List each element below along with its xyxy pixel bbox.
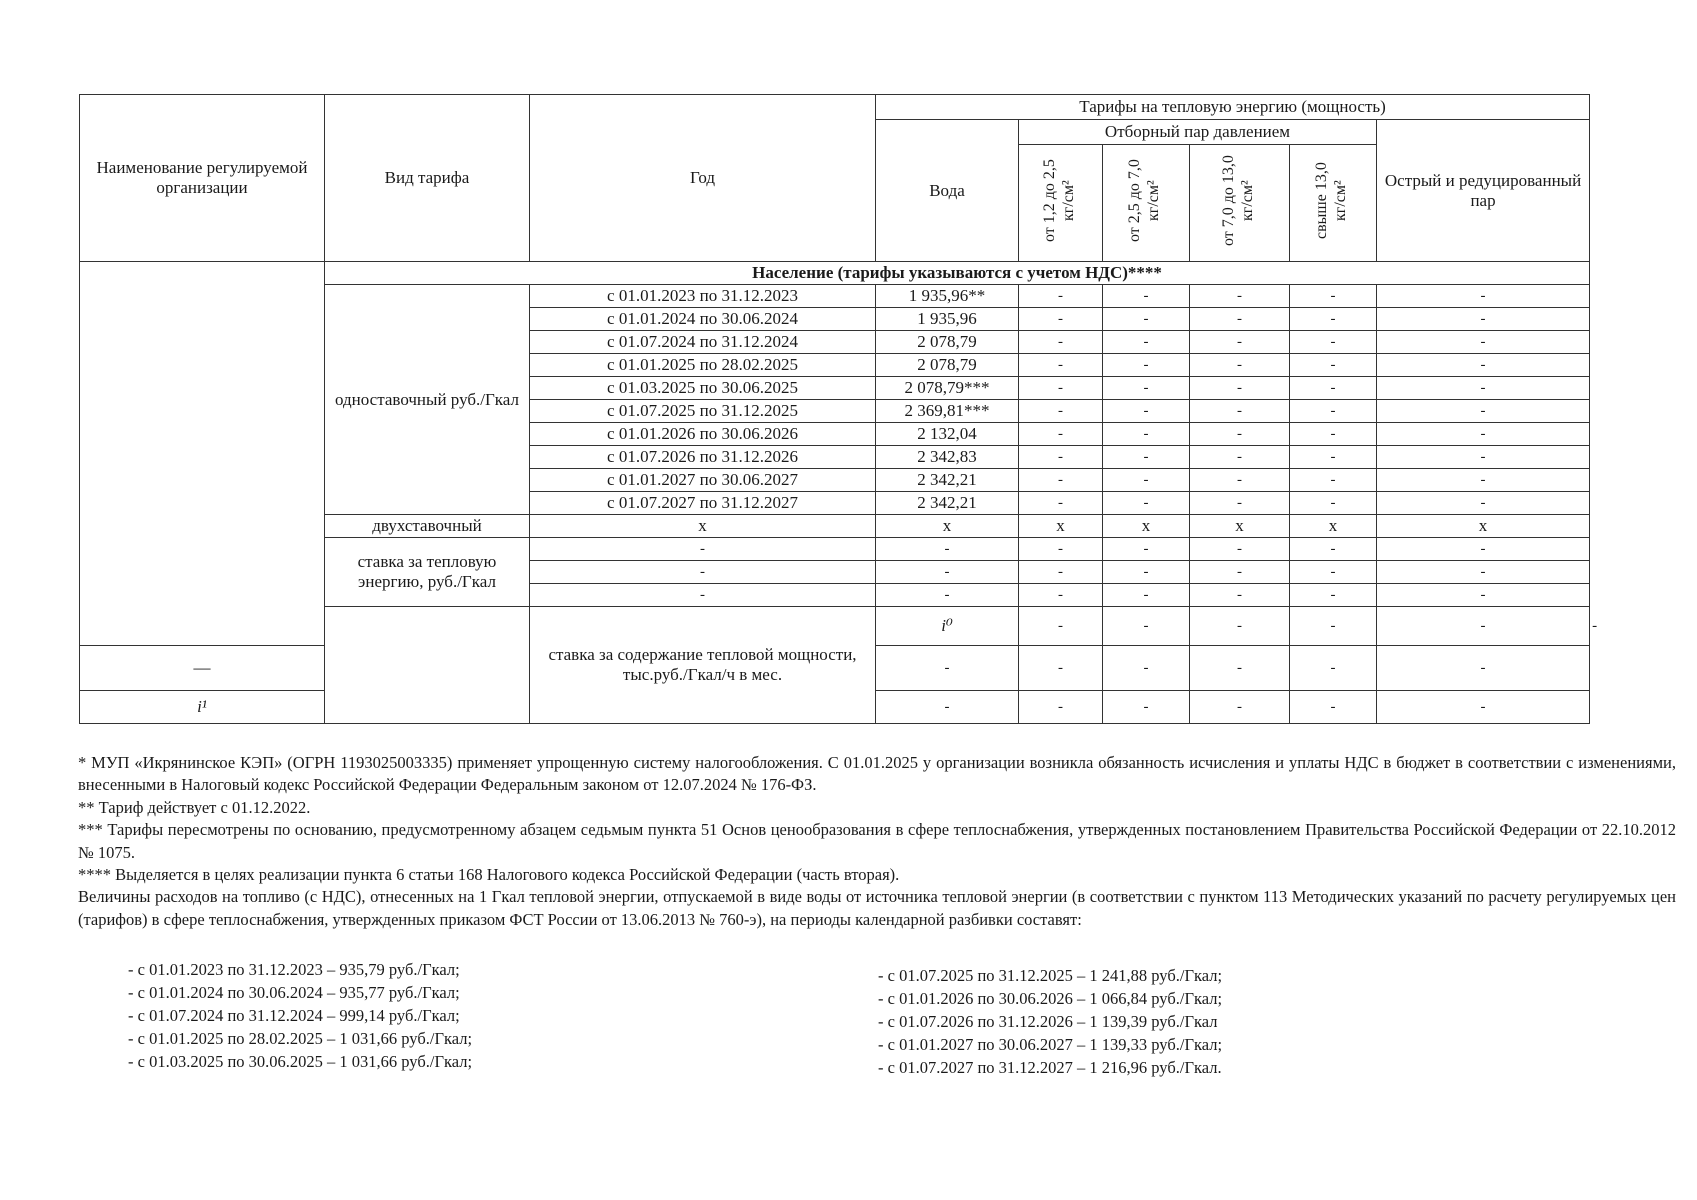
list-item: - с 01.01.2026 по 30.06.2026 – 1 066,84 руб./Гкал; bbox=[878, 989, 1223, 1008]
dash-cell: - bbox=[1019, 538, 1103, 561]
dash-cell: - bbox=[1190, 423, 1290, 446]
period-cell: с 01.07.2026 по 31.12.2026 bbox=[530, 446, 876, 469]
water-value: 2 342,83 bbox=[876, 446, 1019, 469]
dash-cell: - bbox=[1190, 646, 1290, 691]
dash-cell: - bbox=[530, 561, 876, 584]
dash-cell: - bbox=[1019, 308, 1103, 331]
dash-cell: - bbox=[1190, 561, 1290, 584]
dash-cell: - bbox=[1290, 423, 1377, 446]
header-year: Год bbox=[530, 95, 876, 262]
dash-cell: - bbox=[1377, 646, 1590, 691]
list-item: - с 01.01.2025 по 28.02.2025 – 1 031,66 руб./Гкал; bbox=[128, 1029, 473, 1048]
dash-cell: - bbox=[1377, 354, 1590, 377]
period-cell: с 01.07.2025 по 31.12.2025 bbox=[530, 400, 876, 423]
period-cell: с 01.01.2024 по 30.06.2024 bbox=[530, 308, 876, 331]
dash-cell: - bbox=[876, 646, 1019, 691]
footnote-1: * МУП «Икрянинское КЭП» (ОГРН 1193025003335) применяет упрощенную систему налогообложения. С 01.01.2025 у организации возникла обязанность исчисления и уплаты НДС в бюджет в соответствии с изменениями, внесенными в Налоговый кодекс Российской Федерации Федеральным законом от 12.07.2024 № 176-ФЗ. bbox=[78, 753, 1676, 795]
tariff-table bbox=[79, 94, 1598, 724]
water-value: 2 342,21 bbox=[876, 492, 1019, 515]
header-tariff-type: Вид тарифа bbox=[325, 95, 530, 262]
dash-cell: - bbox=[1290, 469, 1377, 492]
list-item: - с 01.07.2027 по 31.12.2027 – 1 216,96 руб./Гкал. bbox=[878, 1058, 1222, 1077]
dash-cell: - bbox=[1377, 492, 1590, 515]
period-cell: с 01.01.2025 по 28.02.2025 bbox=[530, 354, 876, 377]
dash-cell: - bbox=[1290, 446, 1377, 469]
section-title: Население (тарифы указываются с учетом НДС)**** bbox=[325, 262, 1590, 285]
dash-cell: - bbox=[1377, 446, 1590, 469]
dash-cell: - bbox=[876, 691, 1019, 724]
x-cell: x bbox=[1377, 515, 1590, 538]
x-cell: x bbox=[530, 515, 876, 538]
header-water: Вода bbox=[876, 120, 1019, 262]
dash-cell: - bbox=[1019, 492, 1103, 515]
dash-cell: - bbox=[1019, 285, 1103, 308]
header-tariffs: Тарифы на тепловую энергию (мощность) bbox=[876, 95, 1590, 120]
two-rate-label: двухставочный bbox=[325, 515, 530, 538]
dash-cell: - bbox=[1190, 538, 1290, 561]
dash-cell: - bbox=[1377, 691, 1590, 724]
dash-cell: - bbox=[876, 584, 1019, 607]
dash-cell: - bbox=[530, 584, 876, 607]
dash-cell: - bbox=[1103, 561, 1190, 584]
header-sharp-steam: Острый и редуцированный пар bbox=[1377, 120, 1590, 262]
dash-cell: - bbox=[1103, 607, 1190, 646]
table-body bbox=[80, 262, 1598, 724]
x-cell: x bbox=[1103, 515, 1190, 538]
dash-cell: - bbox=[1019, 446, 1103, 469]
water-value: 2 369,81*** bbox=[876, 400, 1019, 423]
water-value: 2 078,79*** bbox=[876, 377, 1019, 400]
period-cell: с 01.01.2027 по 30.06.2027 bbox=[530, 469, 876, 492]
dash-cell: - bbox=[1290, 285, 1377, 308]
x-cell: x bbox=[1019, 515, 1103, 538]
period-cell: с 01.01.2023 по 31.12.2023 bbox=[530, 285, 876, 308]
list-item: - с 01.01.2024 по 30.06.2024 – 935,77 руб./Гкал; bbox=[128, 983, 460, 1002]
dash-cell: - bbox=[1290, 584, 1377, 607]
dash-cell: - bbox=[1019, 377, 1103, 400]
dash-cell: - bbox=[1190, 354, 1290, 377]
dash-cell: - bbox=[1103, 446, 1190, 469]
dash-cell: - bbox=[1190, 584, 1290, 607]
list-item: - с 01.01.2023 по 31.12.2023 – 935,79 руб./Гкал; bbox=[128, 960, 460, 979]
dash-cell: - bbox=[1103, 584, 1190, 607]
fuel-list-right bbox=[878, 964, 1222, 1079]
period-cell: с 01.07.2027 по 31.12.2027 bbox=[530, 492, 876, 515]
org-cell-lower bbox=[325, 607, 530, 724]
water-value: 2 342,21 bbox=[876, 469, 1019, 492]
fuel-list-left bbox=[128, 958, 472, 1073]
dash-cell: - bbox=[1377, 308, 1590, 331]
water-value: 2 078,79 bbox=[876, 354, 1019, 377]
dash-cell: - bbox=[1377, 538, 1590, 561]
header-steam-group: Отборный пар давлением bbox=[1019, 120, 1377, 145]
dash-cell: - bbox=[1290, 691, 1377, 724]
org-cell bbox=[80, 262, 325, 646]
dash-cell: - bbox=[1019, 646, 1103, 691]
dash-cell: - bbox=[1377, 561, 1590, 584]
dash-cell: - bbox=[1103, 492, 1190, 515]
dash-cell: - bbox=[1103, 691, 1190, 724]
dash-cell: - bbox=[1190, 469, 1290, 492]
list-item: - с 01.07.2024 по 31.12.2024 – 999,14 руб./Гкал; bbox=[128, 1006, 460, 1025]
dash-cell: - bbox=[1190, 607, 1290, 646]
dash-cell: - bbox=[1290, 354, 1377, 377]
dash-cell: - bbox=[1290, 538, 1377, 561]
header-org: Наименование регулируемой организации bbox=[80, 95, 325, 262]
dash-cell: - bbox=[1019, 561, 1103, 584]
dash-cell: - bbox=[1190, 308, 1290, 331]
water-value: 1 935,96** bbox=[876, 285, 1019, 308]
energy-rate-label: ставка за тепловую энергию, руб./Гкал bbox=[325, 538, 530, 607]
dash-cell: - bbox=[1290, 400, 1377, 423]
footnote-3: *** Тарифы пересмотрены по основанию, предусмотренному абзацем седьмым пункта 51 Основ ценообразования в сфере теплоснабжения, утвержденных постановлением Правительства Российской Федерации от 22.10.2012 № 1075. bbox=[78, 820, 1676, 862]
dash-cell: - bbox=[1190, 400, 1290, 423]
dash-cell: - bbox=[1290, 492, 1377, 515]
table-row bbox=[80, 262, 1590, 285]
dash-cell: - bbox=[1290, 331, 1377, 354]
dash-cell: - bbox=[876, 538, 1019, 561]
dash-cell: - bbox=[1290, 561, 1377, 584]
dash-cell: - bbox=[1019, 423, 1103, 446]
period-cell: с 01.01.2026 по 30.06.2026 bbox=[530, 423, 876, 446]
table-row: ставка за содержание тепловой мощности, тыс.руб./Гкал/ч в мес. i⁰ - - - - - - bbox=[80, 607, 1590, 646]
dash-cell: - bbox=[1377, 607, 1590, 646]
dash-cell: - bbox=[1019, 584, 1103, 607]
capacity-index-cell: i⁰ bbox=[876, 607, 1019, 646]
dash-cell: - bbox=[1190, 331, 1290, 354]
dash-cell: - bbox=[1103, 377, 1190, 400]
dash-cell: - bbox=[1290, 308, 1377, 331]
dash-cell: - bbox=[1019, 469, 1103, 492]
dash-cell: - bbox=[1103, 308, 1190, 331]
dash-cell: - bbox=[1019, 400, 1103, 423]
fuel-intro: Величины расходов на топливо (с НДС), отнесенных на 1 Гкал тепловой энергии, отпускаемой в виде воды от источника тепловой энергии (в соответствии с пунктом 113 Методических указаний по расчету регулируемых цен (тарифов) в сфере теплоснабжения, утвержденных приказом ФСТ России от 13.06.2013 № 760-э), на периоды календарной разбивки составят: bbox=[78, 887, 1676, 929]
header-pressure-2: от 2,5 до 7,0 кг/см² bbox=[1103, 145, 1190, 262]
dash-cell: - bbox=[1290, 377, 1377, 400]
dash-cell: - bbox=[1377, 584, 1590, 607]
water-value: 1 935,96 bbox=[876, 308, 1019, 331]
dash-cell: - bbox=[1190, 691, 1290, 724]
dash-cell: - bbox=[1103, 538, 1190, 561]
dash-cell: - bbox=[1103, 285, 1190, 308]
water-value: 2 078,79 bbox=[876, 331, 1019, 354]
dash-cell: - bbox=[1103, 400, 1190, 423]
dash-cell: - bbox=[1103, 423, 1190, 446]
dash-cell: - bbox=[876, 561, 1019, 584]
dash-cell: - bbox=[1019, 331, 1103, 354]
x-cell: x bbox=[1190, 515, 1290, 538]
one-rate-label: одноставочный руб./Гкал bbox=[325, 285, 530, 515]
dash-cell: - bbox=[1019, 691, 1103, 724]
dash-cell: - bbox=[1190, 285, 1290, 308]
dash-cell: - bbox=[1377, 331, 1590, 354]
water-value: 2 132,04 bbox=[876, 423, 1019, 446]
dash-cell: - bbox=[1190, 492, 1290, 515]
list-item: - с 01.01.2027 по 30.06.2027 – 1 139,33 руб./Гкал; bbox=[878, 1035, 1223, 1054]
header-pressure-3: от 7,0 до 13,0 кг/см² bbox=[1190, 145, 1290, 262]
dash-cell: - bbox=[1190, 377, 1290, 400]
footnotes bbox=[78, 752, 1676, 931]
dash-cell: - bbox=[1103, 331, 1190, 354]
dash-cell: - bbox=[1290, 607, 1377, 646]
dash-cell: - bbox=[1190, 446, 1290, 469]
dash-cell: - bbox=[1377, 285, 1590, 308]
dash-cell: - bbox=[1377, 400, 1590, 423]
x-cell: x bbox=[1290, 515, 1377, 538]
dash-cell: - bbox=[1103, 469, 1190, 492]
capacity-index-cell: — bbox=[80, 646, 325, 691]
header-pressure-4: свыше 13,0 кг/см² bbox=[1290, 145, 1377, 262]
list-item: - с 01.03.2025 по 30.06.2025 – 1 031,66 руб./Гкал; bbox=[128, 1052, 473, 1071]
dash-cell: - bbox=[1290, 646, 1377, 691]
dash-cell: - bbox=[530, 538, 876, 561]
period-cell: с 01.07.2024 по 31.12.2024 bbox=[530, 331, 876, 354]
dash-cell: - bbox=[1377, 469, 1590, 492]
x-cell: x bbox=[876, 515, 1019, 538]
dash-cell: - bbox=[1377, 377, 1590, 400]
capacity-index-cell: i¹ bbox=[80, 691, 325, 724]
dash-cell: - bbox=[1103, 646, 1190, 691]
footnote-2: ** Тариф действует с 01.12.2022. bbox=[78, 797, 311, 817]
capacity-rate-label: ставка за содержание тепловой мощности, тыс.руб./Гкал/ч в мес. bbox=[530, 607, 876, 724]
dash-cell: - bbox=[1377, 423, 1590, 446]
footnote-4: **** Выделяется в целях реализации пункта 6 статьи 168 Налогового кодекса Российской Федерации (часть вторая). bbox=[78, 865, 900, 885]
list-item: - с 01.07.2026 по 31.12.2026 – 1 139,39 руб./Гкал bbox=[878, 1012, 1218, 1031]
list-item: - с 01.07.2025 по 31.12.2025 – 1 241,88 руб./Гкал; bbox=[878, 966, 1223, 985]
dash-cell: - bbox=[1019, 607, 1103, 646]
header-pressure-1: от 1,2 до 2,5 кг/см² bbox=[1019, 145, 1103, 262]
dash-cell: - bbox=[1103, 354, 1190, 377]
period-cell: с 01.03.2025 по 30.06.2025 bbox=[530, 377, 876, 400]
dash-cell: - bbox=[1019, 354, 1103, 377]
